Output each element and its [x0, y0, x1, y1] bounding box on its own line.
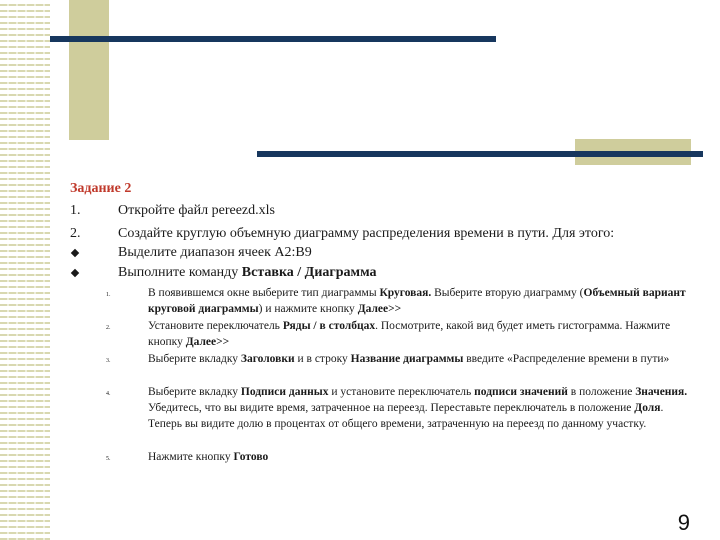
bullet-text: Выделите диапазон ячеек А2:В9: [118, 245, 312, 260]
page-number: 9: [677, 510, 690, 535]
step-text: Установите переключатель Ряды / в столбцах. Посмотрите, какой вид будет иметь гистограмма. Нажмите кнопку Далее>>: [148, 320, 671, 348]
item-number: 1.: [70, 203, 81, 218]
item-number: 2.: [70, 226, 81, 241]
diamond-bullet-icon: [71, 249, 79, 257]
step-number: 1.: [106, 292, 111, 298]
step-text: Выберите вкладку Подписи данных и установите переключатель подписи значений в положение Значения. Убедитесь, что вы видите время, затраченное на переезд. Переставьте переключатель в положение Доля. Теперь вы видите долю в процентах от общего времени, затраченную на переезд по данному участку.: [148, 386, 688, 430]
step-number: 2.: [106, 325, 111, 331]
step-text: Нажмите кнопку Готово: [148, 451, 269, 463]
decor-line-right: [257, 151, 703, 157]
step-number: 3.: [106, 358, 111, 364]
item-text: Откройте файл pereezd.xls: [118, 203, 275, 218]
decor-block-top-left: [69, 0, 109, 140]
item-text: Создайте круглую объемную диаграмму распределения времени в пути. Для этого:: [118, 226, 615, 241]
bullet-text: Выполните команду Вставка / Диаграмма: [118, 265, 377, 280]
step-number: 4.: [106, 391, 111, 397]
step-text: Выберите вкладку Заголовки и в строку Название диаграммы введите «Распределение времени в пути»: [148, 353, 670, 365]
task-title: Задание 2: [70, 181, 132, 196]
step-number: 5.: [106, 456, 111, 462]
diamond-bullet-icon: [71, 269, 79, 277]
decor-line-top: [50, 36, 496, 42]
step-text: В появившемся окне выберите тип диаграммы Круговая. Выберите вторую диаграмму (Объемный вариант круговой диаграммы) и нажмите кнопку Далее>>: [148, 287, 686, 315]
left-stripe-border: [0, 0, 50, 540]
